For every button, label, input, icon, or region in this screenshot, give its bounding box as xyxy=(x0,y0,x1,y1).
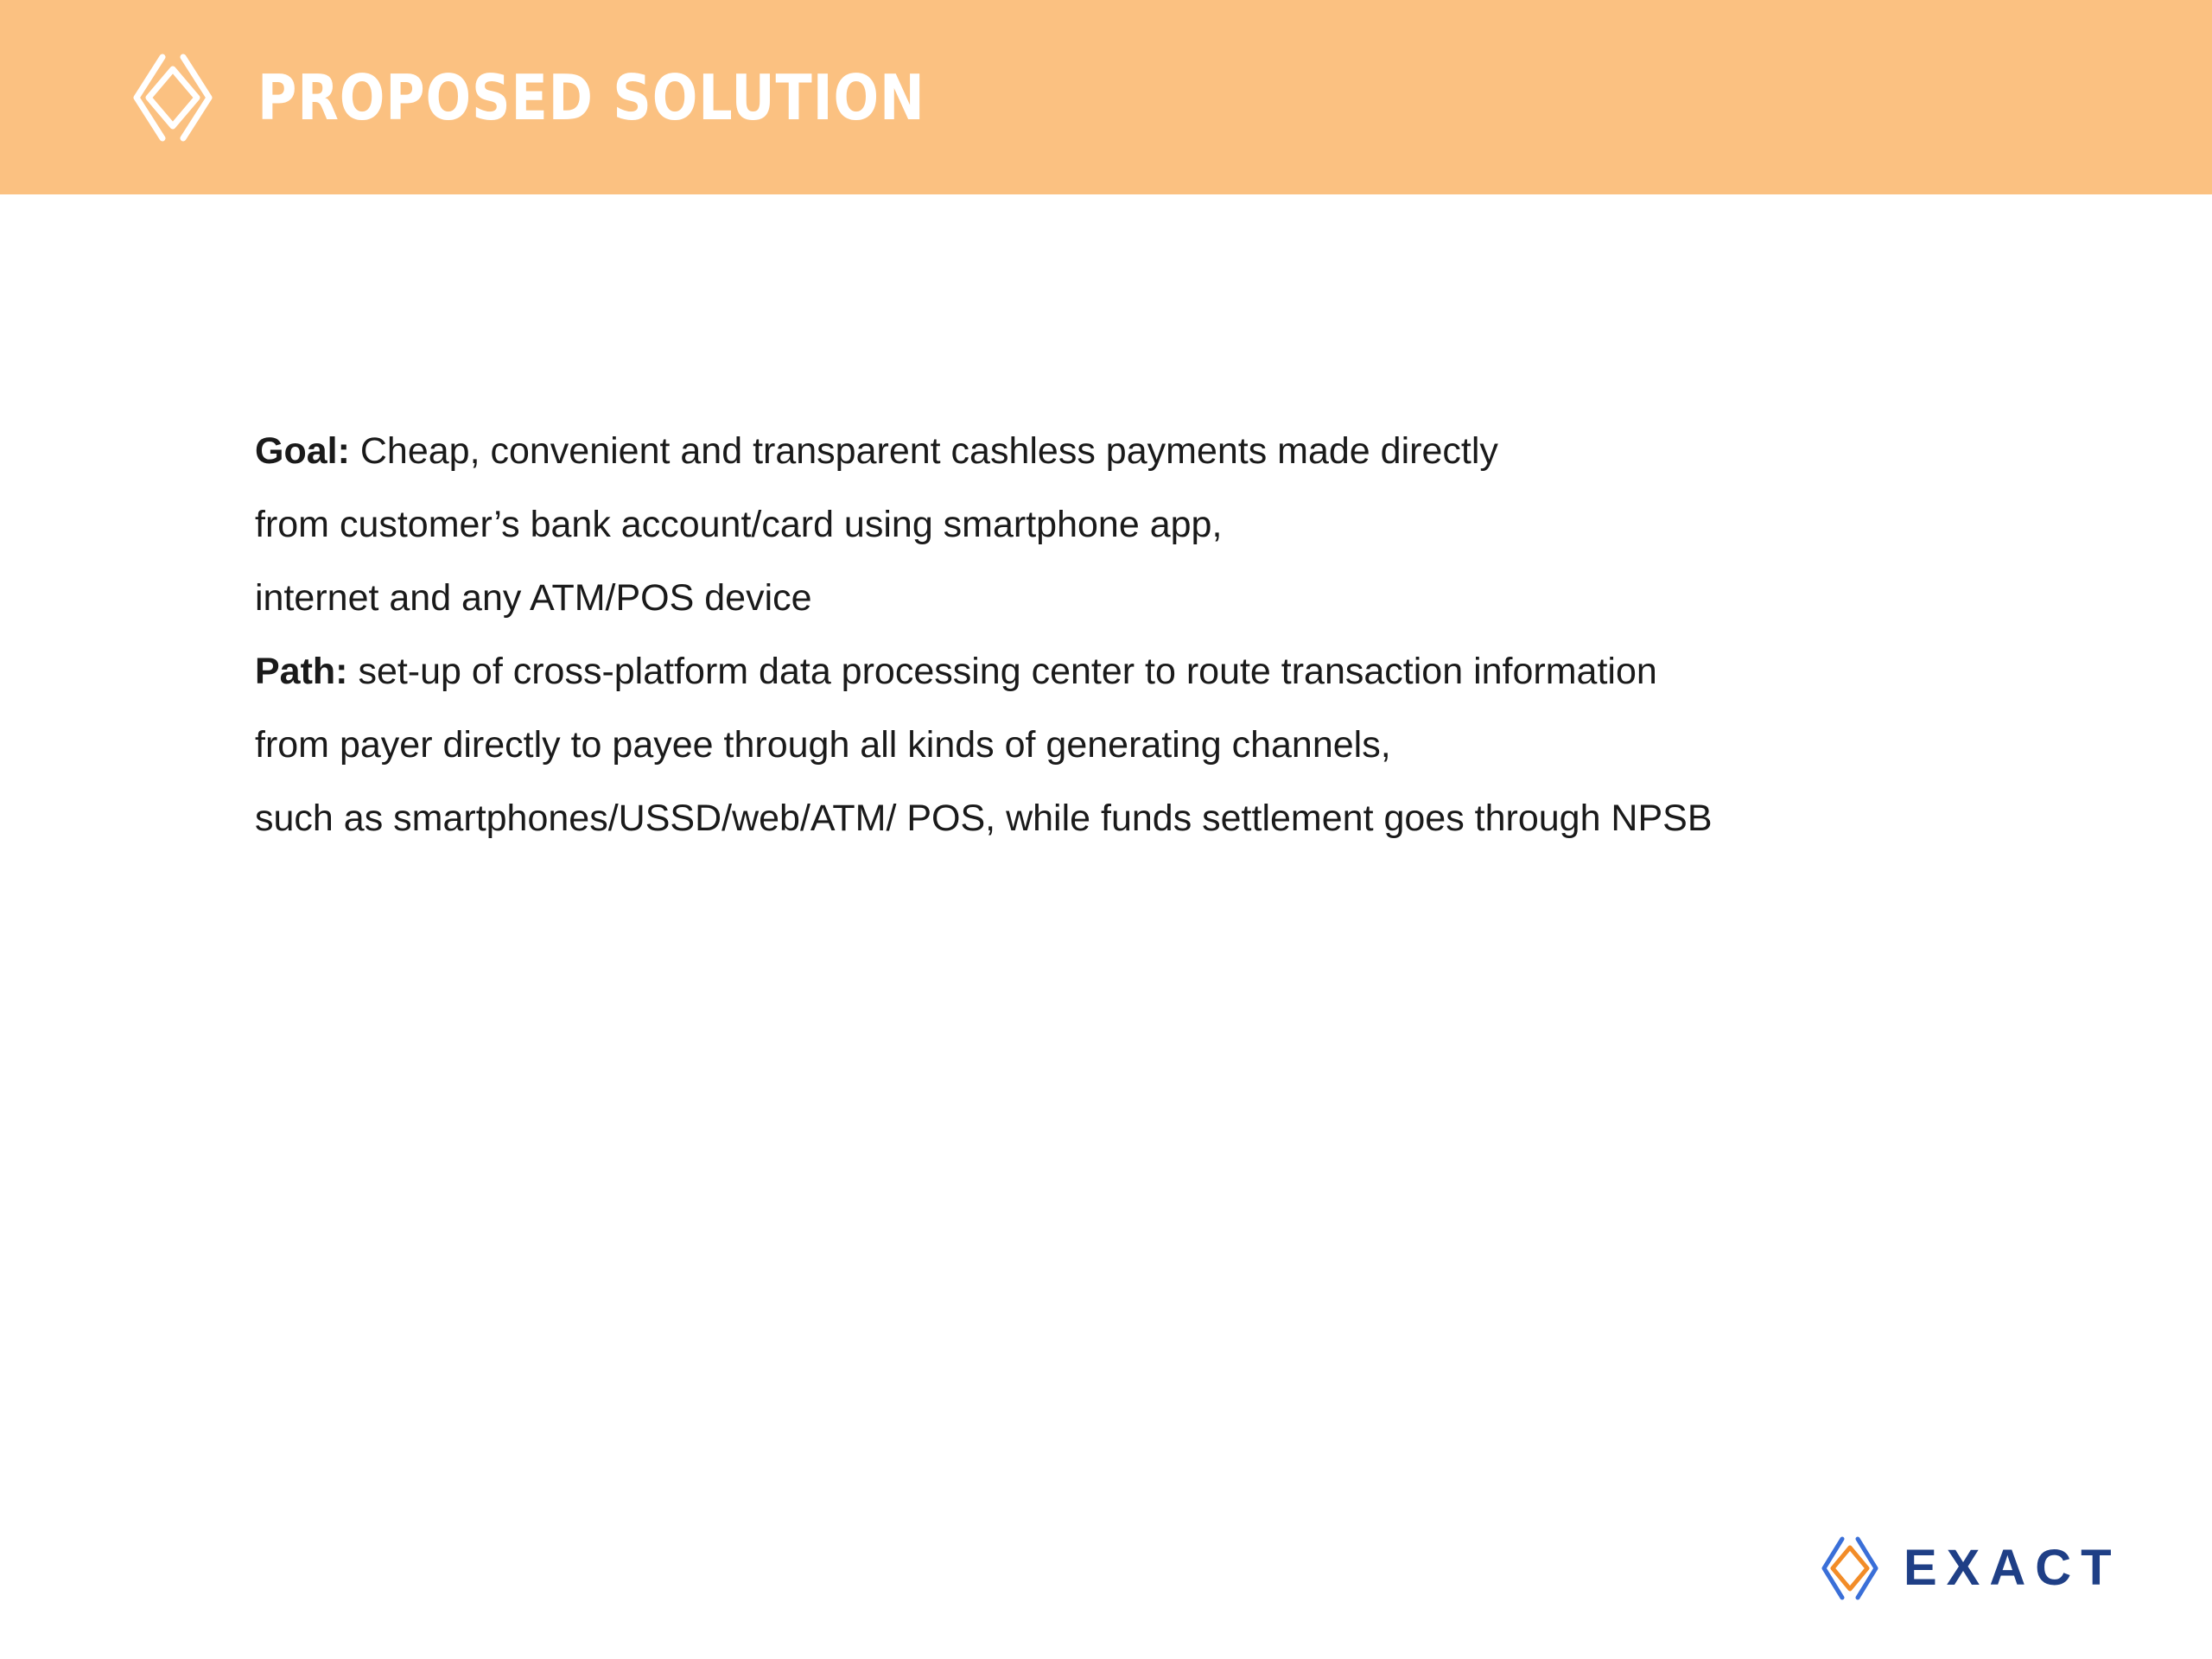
body-line-text: from payer directly to payee through all kinds of generating channels, xyxy=(255,724,1391,766)
body-line xyxy=(255,782,1983,855)
body-line xyxy=(255,488,1983,562)
body-line xyxy=(255,709,1983,782)
body-line-text: internet and any ATM/POS device xyxy=(255,577,812,619)
body-line-text: Cheap, convenient and transparent cashless payments made directly xyxy=(349,430,1498,472)
page-title: PROPOSED SOLUTION xyxy=(257,60,925,134)
slide-header-band xyxy=(0,0,2212,194)
body-line-text: set-up of cross-platform data processing center to route transaction information xyxy=(347,651,1657,692)
brand-logo xyxy=(1819,1534,2121,1603)
body-line-lead: Goal: xyxy=(255,430,350,472)
slide-body-text xyxy=(255,415,1983,855)
diamond-brackets-icon xyxy=(1819,1534,1881,1603)
brand-name: EXACT xyxy=(1904,1540,2121,1596)
body-line xyxy=(255,562,1983,635)
body-line-lead: Path: xyxy=(255,651,348,692)
body-line xyxy=(255,635,1983,709)
body-line-text: from customer’s bank account/card using smartphone app, xyxy=(255,504,1223,545)
body-line xyxy=(255,415,1983,488)
diamond-brackets-icon xyxy=(130,50,216,145)
body-line-text: such as smartphones/USSD/web/ATM/ POS, while funds settlement goes through NPSB xyxy=(255,798,1713,839)
